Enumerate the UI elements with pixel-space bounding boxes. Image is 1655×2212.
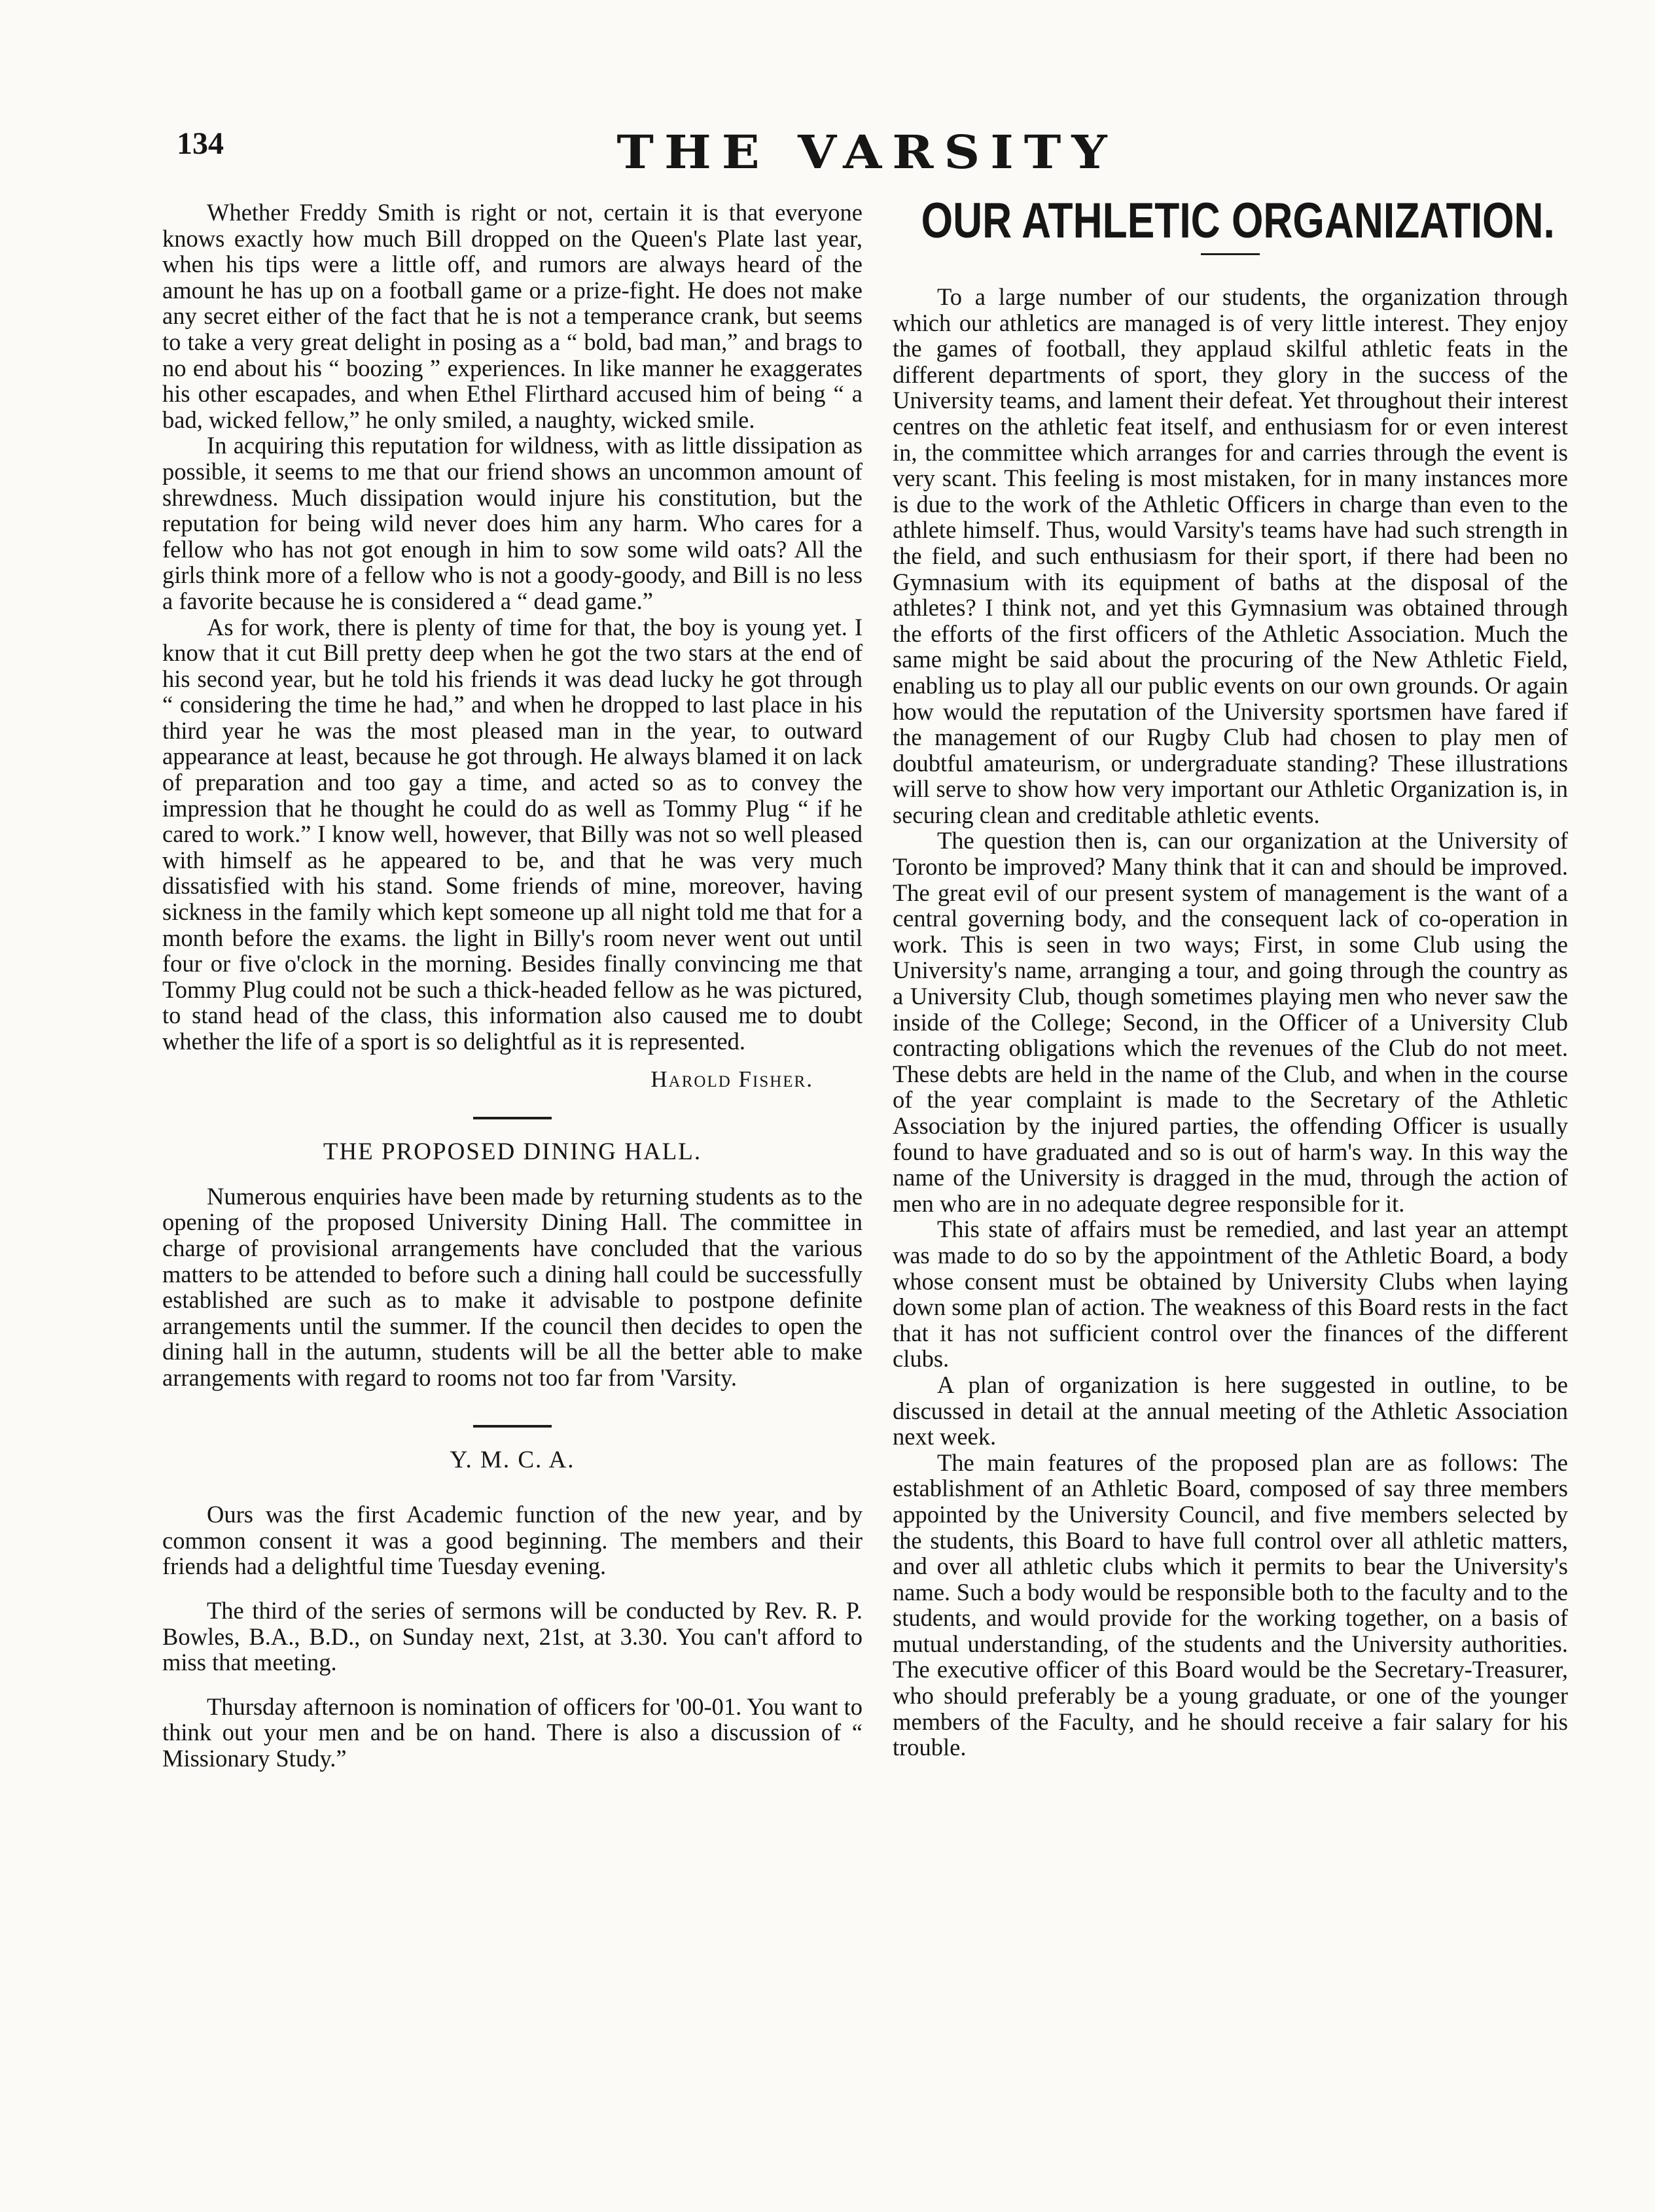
article-heading: THE PROPOSED DINING HALL.: [323, 1138, 702, 1166]
divider: [473, 1425, 552, 1428]
paragraph: Ours was the first Academic function of the new year, and by common consent it was a good beginning. The members and their friends had a delightful time Tuesday evening.: [162, 1501, 863, 1580]
page-number: 134: [177, 126, 224, 161]
article-dining-hall: [162, 1139, 863, 1390]
paragraph: The main features of the proposed plan are as follows: The establishment of an Athletic Board, composed of say three members appointed by the University Council, and five members selected by the students, this Board to have full control over all athletic matters, and over all athletic clubs which it permits to bear the University's name. Such a body would be responsible both to the faculty and to the students, and would provide for the working together, on a basis of mutual understanding, of the students and the University authorities. The executive officer of this Board would be the Secretary-Treasurer, who should preferably be a young graduate, or one of the younger members of the Faculty, and he should receive a fair salary for his trouble.: [893, 1448, 1568, 1761]
divider: [473, 1117, 552, 1119]
article-wildness: [162, 200, 863, 1092]
article-ymca: [162, 1447, 863, 1772]
article-athletic-organization: [893, 284, 1568, 1761]
divider: [1201, 253, 1260, 255]
paragraph: As for work, there is plenty of time for that, the boy is young yet. I know that it cut Bill pretty deep when he got the two stars at the end of his second year, but he told his friends it was dead lucky he got through “ considering the time he had,” and when he dropped to last place in his third year he was the most pleased man in the year, to outward appearance at least, because he got through. He always blamed it on lack of preparation and too gay a time, and acted so as to convey the impression that he thought he could do as well as Tommy Plug “ if he cared to work.” I know well, however, that Billy was not so well pleased with himself as he appeared to be, and that he was very much dissatisfied with his stand. Some friends of mine, moreover, having sickness in the family which kept someone up all night told me that for a month before the exams. the light in Billy's room never went out until four or five o'clock in the morning. Besides finally convincing me that Tommy Plug could not be such a thick-headed fellow as he was pictured, to stand head of the class, this information also caused me to doubt whether the life of a sport is so delightful as it is represented.: [162, 613, 863, 1055]
article-heading: Y. M. C. A.: [450, 1446, 575, 1473]
paragraph: The third of the series of sermons will be conducted by Rev. R. P. Bowles, B.A., B.D., on Sunday next, 21st, at 3.30. You can't afford to miss that meeting.: [162, 1596, 863, 1676]
masthead: THE VARSITY: [616, 125, 1118, 179]
paragraph: Numerous enquiries have been made by returning students as to the opening of the proposed University Dining Hall. The committee in charge of provisional arrangements have concluded that the various matters to be attended to before such a dining hall could be successfully established are such as to make it advisable to postpone definite arrangements until the summer. If the council then decides to open the dining hall in the autumn, students will be all the better able to make arrangements with regard to rooms not too far from 'Varsity.: [162, 1182, 863, 1391]
paragraph: Thursday afternoon is nomination of officers for '00-01. You want to think out your men and be on hand. There is also a discussion of “ Missionary Study.”: [162, 1693, 863, 1772]
paragraph: In acquiring this reputation for wildness, with as little dissipation as possible, it seems to me that our friend shows an uncommon amount of shrewdness. Much dissipation would injure his constitution, but the reputation for being wild never does him any harm. Who cares for a fellow who has not got enough in him to sow some wild oats? All the girls think more of a fellow who is not a goody-goody, and Bill is no less a favorite because he is considered a “ dead game.”: [162, 432, 863, 614]
author-signature: Harold Fisher.: [650, 1066, 813, 1092]
paragraph: This state of affairs must be remedied, and last year an attempt was made to do so by the appointment of the Athletic Board, a body whose consent must be obtained by University Clubs when laying down some plan of action. The weakness of this Board rests in the fact that it has not sufficient control over the finances of the different clubs.: [893, 1216, 1568, 1373]
left-column: [162, 200, 863, 1771]
paragraph: A plan of organization is here suggested in outline, to be discussed in detail at the annual meeting of the Athletic Association next week.: [893, 1371, 1568, 1450]
article-title: OUR ATHLETIC ORGANIZATION.: [921, 193, 1555, 249]
paragraph: The question then is, can our organization at the University of Toronto be improved? Many think that it can and should be improved. The great evil of our present system of management is the want of a central governing body, and the consequent lack of co-operation in work. This is seen in two ways; First, in some Club using the University's name, arranging a tour, and going through the country as a University Club, though sometimes playing men who never saw the inside of the College; Second, in the Officer of a University Club contracting obligations which the revenues of the Club do not meet. These debts are held in the name of the Club, and when in the course of the year complaint is made to the Secretary of the Athletic Association by the injured parties, the offending Officer is usually found to have graduated and so is out of harm's way. In this way the name of the University is dragged in the mud, through the action of men who are in no adequate degree responsible for it.: [893, 827, 1568, 1217]
paragraph: Whether Freddy Smith is right or not, certain it is that everyone knows exactly how much Bill dropped on the Queen's Plate last year, when his tips were a little off, and rumors are always heard of the amount he has up on a football game or a prize-fight. He does not make any secret either of the fact that he is not a temperance crank, but seems to take a very great delight in posing as a “ bold, bad man,” and brags to no end about his “ boozing ” experiences. In like manner he exaggerates his other escapades, and when Ethel Flirthard accused him of being “ a bad, wicked fellow,” he only smiled, a naughty, wicked smile.: [162, 199, 863, 433]
paragraph: To a large number of our students, the organization through which our athletics are managed is of very little interest. They enjoy the games of football, they applaud skilful athletic feats in the different departments of sport, they glory in the success of the University teams, and lament their defeat. Yet throughout their interest centres on the athletic feat itself, and enthusiasm for or even interest in, the committee which arranges for and carries through the event is very scant. This feeling is most mistaken, for in many instances more is due to the work of the Athletic Officers in charge than even to the athlete himself. Thus, would Varsity's teams have had such strength in the field, and such enthusiasm for their sport, if there had been no Gymnasium with its equipment of baths at the disposal of the athletes? I think not, and yet this Gymnasium was obtained through the efforts of the first officers of the Athletic Association. Much the same might be said about the procuring of the New Athletic Field, enabling us to play all our public events on our own grounds. Or again how would the reputation of the University sportsmen have fared if the management of our Rugby Club had chosen to play men of doubtful amateurism, or undergraduate standing? These illustrations will serve to show how very important our Athletic Organization is, in securing clean and creditable athletic events.: [893, 283, 1568, 828]
right-column: [893, 193, 1568, 1761]
